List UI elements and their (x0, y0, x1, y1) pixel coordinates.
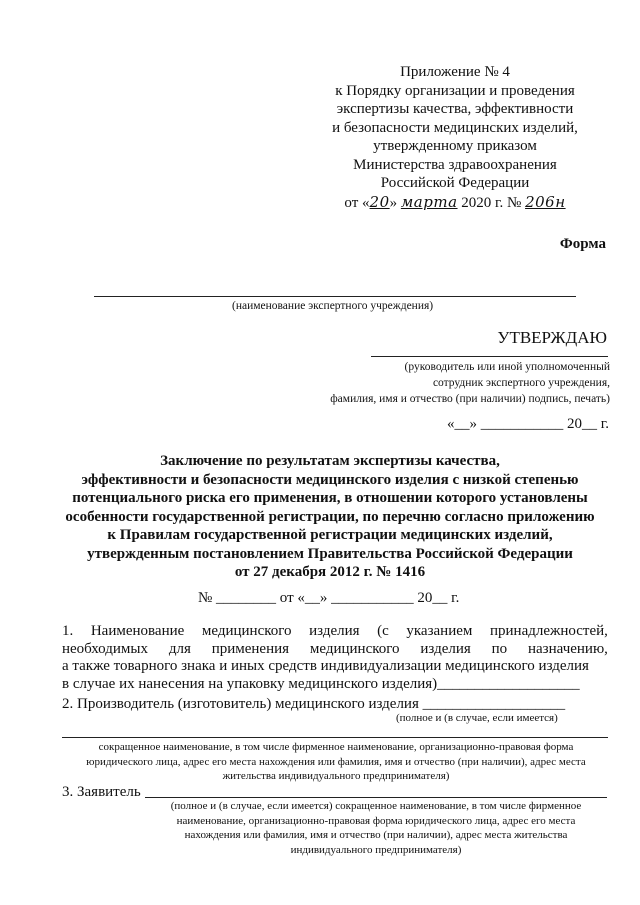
item-3-note (145, 799, 607, 857)
approver-caption (300, 359, 610, 407)
annex-line: к Порядку организации и проведения (335, 82, 575, 99)
title-line: потенциального риска его применения, в отношении которого установлены (72, 490, 588, 506)
note-line: сокращенное наименование, в том числе фирменное наименование, организационно-правовая форма (98, 741, 574, 753)
item-3-applicant: 3. Заявитель (62, 784, 141, 800)
approver-caption-line: фамилия, имя и отчество (при наличии) подпись, печать) (330, 393, 610, 405)
word: назначению, (528, 640, 608, 657)
item-2-note (62, 740, 610, 784)
word: медицинского (309, 640, 400, 657)
title-line: эффективности и безопасности медицинского изделия с низкой степенью (81, 471, 579, 488)
form-label: Форма (559, 236, 606, 252)
item-1-line-1 (62, 623, 608, 641)
word: применения (211, 640, 290, 657)
annex-line: утвержденному приказом (373, 138, 537, 154)
date-prefix: от « (344, 194, 370, 211)
word: необходимых (62, 640, 148, 657)
approver-caption-line: (руководитель или иной уполномоченный (404, 361, 610, 373)
year-text: 2020 г. № (461, 194, 522, 211)
item-1-line-4: в случае их нанесения на упаковку медицинского изделия)___________________ (62, 675, 580, 692)
approver-caption-line: сотрудник экспертного учреждения, (432, 377, 610, 389)
document-title (60, 452, 600, 582)
annex-line: и безопасности медицинских изделий, (332, 119, 578, 136)
word: принадлежностей, (489, 623, 608, 639)
item-1-line-3: а также товарного знака и иных средств индивидуализации медицинского изделия (62, 658, 589, 674)
title-line: к Правилам государственной регистрации медицинских изделий, (107, 527, 553, 543)
note-line: наименование, организационно-правовая форма юридического лица, адрес его места (176, 814, 576, 827)
word: медицинского (201, 623, 292, 639)
annex-line: Министерства здравоохранения (353, 156, 557, 173)
item-2-caption: (полное и (в случае, если имеется) (396, 712, 558, 724)
item-1-line-2 (62, 641, 608, 659)
word: изделия (420, 640, 471, 657)
annex-line: Приложение № 4 (400, 64, 510, 80)
word: указанием (406, 623, 473, 639)
handwritten-month: марта (400, 192, 458, 211)
note-line: жительства индивидуального предпринимателя) (222, 770, 450, 782)
date-close: » (389, 194, 398, 211)
title-line: особенности государственной регистрации, по перечню согласно приложению (65, 508, 595, 525)
word: изделия (309, 623, 360, 639)
expert-institution-caption: (наименование экспертного учреждения) (232, 300, 434, 312)
note-line: нахождения или фамилия, имя и отчество (при наличии), адрес места жительства (184, 829, 568, 841)
item-1-device-name (62, 623, 608, 693)
word: 1. (62, 623, 74, 639)
item-2-manufacturer: 2. Производитель (изготовитель) медицинского изделия ___________________ (62, 696, 566, 712)
applicant-line (145, 797, 607, 798)
note-line: (полное и (в случае, если имеется) сокращенное наименование, в том числе фирменное (170, 800, 582, 812)
word: Наименование (90, 623, 185, 639)
title-line: Заключение по результатам экспертизы качества, (160, 453, 500, 469)
conclusion-number-line: № ________ от «__» ___________ 20__ г. (198, 590, 460, 606)
annex-line: Российской Федерации (380, 175, 530, 191)
word: для (168, 640, 191, 657)
order-date-line (330, 193, 580, 213)
handwritten-day: 20 (369, 192, 390, 211)
approval-date-line: «__» ___________ 20__ г. (447, 416, 609, 432)
note-line: юридического лица, адрес его места нахождения или фамилия, имя и отчество (при наличии), адрес места (86, 755, 586, 768)
annex-header (330, 63, 580, 212)
approver-signature-line (371, 356, 608, 357)
annex-line: экспертизы качества, эффективности (336, 101, 574, 117)
word: (с (377, 623, 389, 639)
title-line: от 27 декабря 2012 г. № 1416 (234, 564, 426, 580)
word: по (491, 640, 508, 657)
approve-heading: УТВЕРЖДАЮ (497, 328, 607, 347)
manufacturer-line (62, 737, 608, 738)
expert-institution-line (94, 296, 576, 297)
note-line: индивидуального предпринимателя) (290, 843, 462, 856)
handwritten-number: 206н (525, 192, 566, 211)
title-line: утвержденным постановлением Правительства Российской Федерации (87, 545, 573, 562)
